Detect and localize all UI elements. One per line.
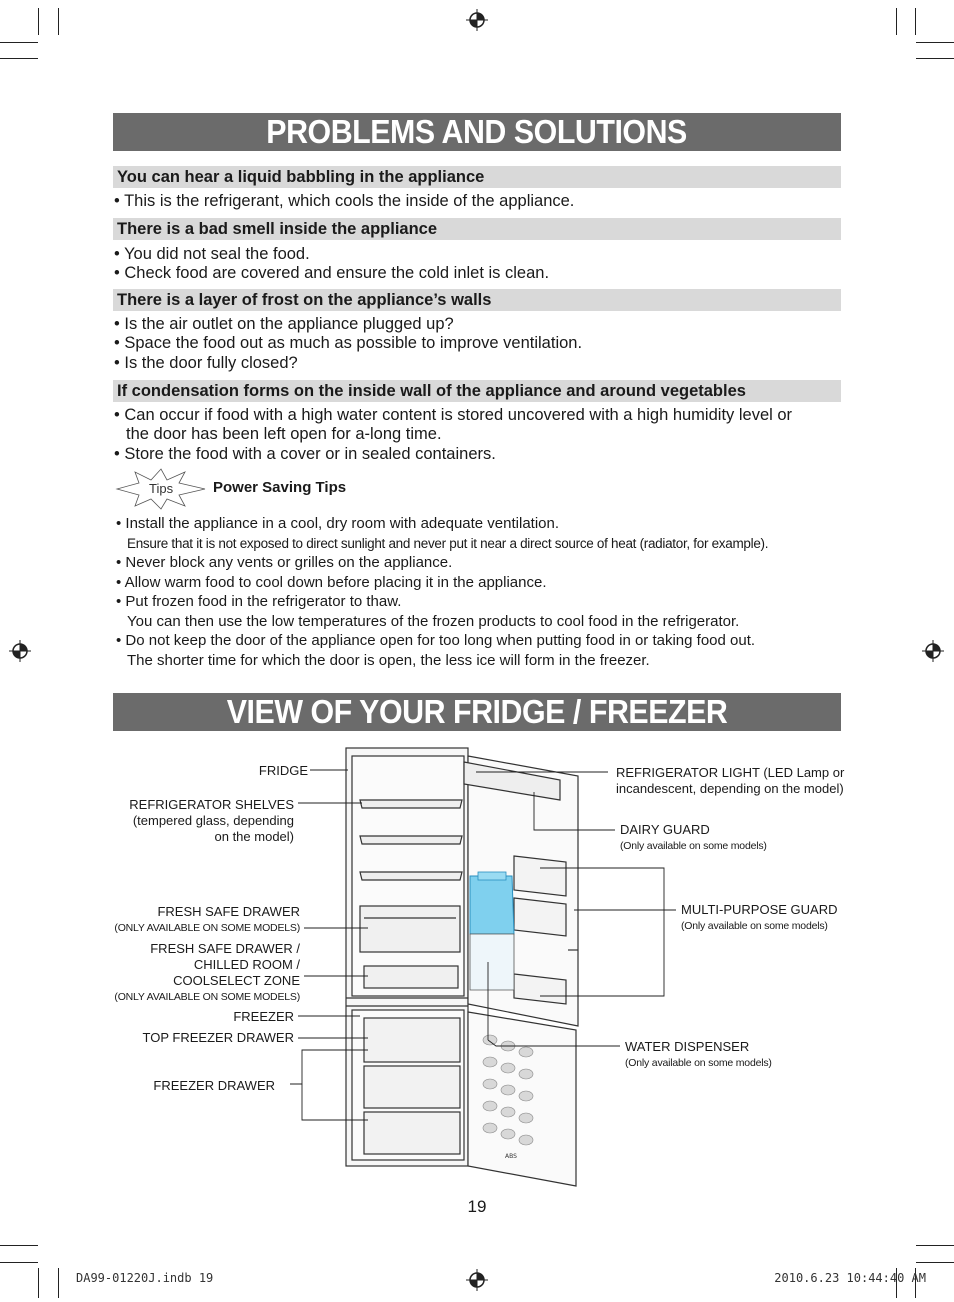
bullet-text: the door has been left open for a-long time. [126,425,442,443]
section-heading: There is a layer of frost on the appliance’s walls [113,289,841,311]
freezer-drawer-label: FREEZER DRAWER [153,1078,275,1093]
section-heading: There is a bad smell inside the appliance [113,218,841,240]
multi-purpose-guard-label: MULTI-PURPOSE GUARD (Only available on some models) [681,902,838,932]
bullet-text: • Space the food out as much as possible to improve ventilation. [114,334,583,352]
water-tank [470,876,514,934]
registration-mark-icon [466,9,488,31]
top-freezer-drawer-label: TOP FREEZER DRAWER [142,1030,294,1045]
fresh-safe-drawer-label: FRESH SAFE DRAWER (ONLY AVAILABLE ON SOME MODELS) [114,904,300,934]
tip-item: • Do not keep the door of the appliance open for too long when putting food in or taking food out. The shorter time for which the door is open, the less ice will form in the freezer. [116,632,756,669]
shelves-label: REFRIGERATOR SHELVES (tempered glass, depending on the model) [129,797,294,844]
tips-heading: Power Saving Tips [213,479,347,496]
bullet-text: • This is the refrigerant, which cools the inside of the appliance. [114,192,575,210]
fridge-illustration [290,740,680,1192]
footer-timestamp: 2010.6.23 10:44:40 AM [774,1271,926,1285]
chilled-zone-label: FRESH SAFE DRAWER / CHILLED ROOM / COOLSELECT ZONE (ONLY AVAILABLE ON SOME MODELS) [114,941,300,1003]
tip-item: • Put frozen food in the refrigerator to thaw. You can then use the low temperatures of the frozen products to cool food in the refrigerator. [116,593,740,630]
view-title: VIEW OF YOUR FRIDGE / FREEZER [113,693,841,731]
problems-title: PROBLEMS AND SOLUTIONS [113,113,841,151]
registration-mark-icon [9,640,31,662]
freezer-label: FREEZER [233,1009,294,1024]
page-number: 19 [467,1197,487,1216]
bullet-text: • Is the air outlet on the appliance plugged up? [114,315,454,333]
bullet-text: • Is the door fully closed? [114,354,298,372]
dairy-guard-label: DAIRY GUARD (Only available on some models) [620,822,767,852]
refrigerator-light-label: REFRIGERATOR LIGHT (LED Lamp or incandescent, depending on the model) [616,765,845,796]
registration-mark-icon [466,1269,488,1291]
section-heading: You can hear a liquid babbling in the appliance [113,166,841,188]
fridge-label: FRIDGE [258,763,308,778]
bullet-text: • You did not seal the food. [114,245,310,263]
section-heading: If condensation forms on the inside wall of the appliance and around vegetables [113,380,841,402]
tip-item: • Install the appliance in a cool, dry room with adequate ventilation. Ensure that it is not exposed to direct sunlight and never put it near a direct source of heat (radiator, for example). [116,515,769,551]
tip-item: • Allow warm food to cool down before placing it in the appliance. [116,574,547,591]
tip-item: • Never block any vents or grilles on the appliance. [116,554,453,571]
registration-mark-icon [922,640,944,662]
footer-file-info: DA99-01220J.indb 19 [76,1271,214,1285]
tips-badge-label: Tips [149,481,174,496]
bullet-text: • Check food are covered and ensure the cold inlet is clean. [114,264,550,282]
bullet-text: • Store the food with a cover or in sealed containers. [114,445,496,463]
abs-label: ABS [505,1153,517,1160]
water-dispenser-label: WATER DISPENSER (Only available on some models) [625,1039,772,1069]
bullet-text: • Can occur if food with a high water content is stored uncovered with a high humidity level or [114,406,793,424]
